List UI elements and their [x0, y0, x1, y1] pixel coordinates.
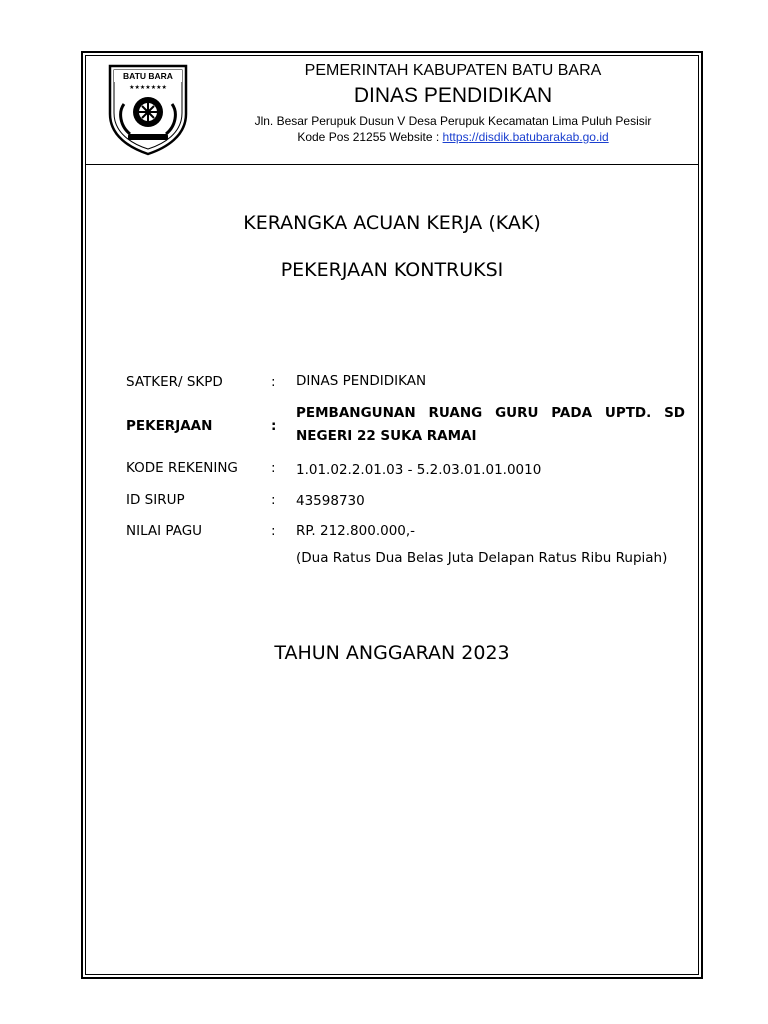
svg-text:BATU BARA: BATU BARA: [123, 71, 173, 81]
document-title: KERANGKA ACUAN KERJA (KAK): [243, 212, 541, 234]
svg-text:★★★★★★★: ★★★★★★★: [129, 84, 167, 91]
department-name: DINAS PENDIDIKAN: [353, 84, 553, 107]
field-colon: :: [271, 374, 276, 390]
field-colon: :: [271, 460, 276, 476]
batu-bara-emblem-logo: [104, 62, 192, 156]
website-link[interactable]: https://disdik.batubarakab.go.id: [442, 130, 609, 144]
document-subtitle: PEKERJAAN KONTRUKSI: [280, 259, 504, 281]
field-label-nilai-pagu: NILAI PAGU: [126, 523, 203, 539]
government-name: PEMERINTAH KABUPATEN BATU BARA: [304, 62, 602, 79]
postal-code-text: Kode Pos 21255 Website :: [297, 130, 443, 144]
field-value-nilai-pagu-terbilang: (Dua Ratus Dua Belas Juta Delapan Ratus Ribu Rupiah): [296, 550, 668, 566]
field-label-kode-rekening: KODE REKENING: [126, 460, 238, 476]
field-value-nilai-pagu: RP. 212.800.000,-: [296, 523, 416, 539]
office-address: Jln. Besar Perupuk Dusun V Desa Perupuk Kecamatan Lima Puluh Pesisir: [254, 114, 652, 128]
field-value-kode-rekening: 1.01.02.2.01.03 - 5.2.03.01.01.0010: [296, 462, 542, 478]
field-colon: :: [271, 523, 276, 539]
field-label-pekerjaan: PEKERJAAN: [126, 418, 213, 434]
page-border-inner: [85, 55, 699, 975]
field-label-id-sirup: ID SIRUP: [126, 492, 185, 508]
field-value-satker: DINAS PENDIDIKAN: [296, 373, 427, 389]
field-colon: :: [271, 492, 276, 508]
postal-website-line: [220, 130, 686, 144]
fiscal-year-title: TAHUN ANGGARAN 2023: [274, 642, 510, 664]
header-divider: [85, 164, 699, 165]
field-colon: :: [271, 418, 277, 434]
field-value-id-sirup: 43598730: [296, 493, 365, 509]
field-value-pekerjaan: PEMBANGUNAN RUANG GURU PADA UPTD. SD NEGERI 22 SUKA RAMAI: [296, 405, 685, 444]
field-label-satker: SATKER/ SKPD: [126, 374, 223, 390]
